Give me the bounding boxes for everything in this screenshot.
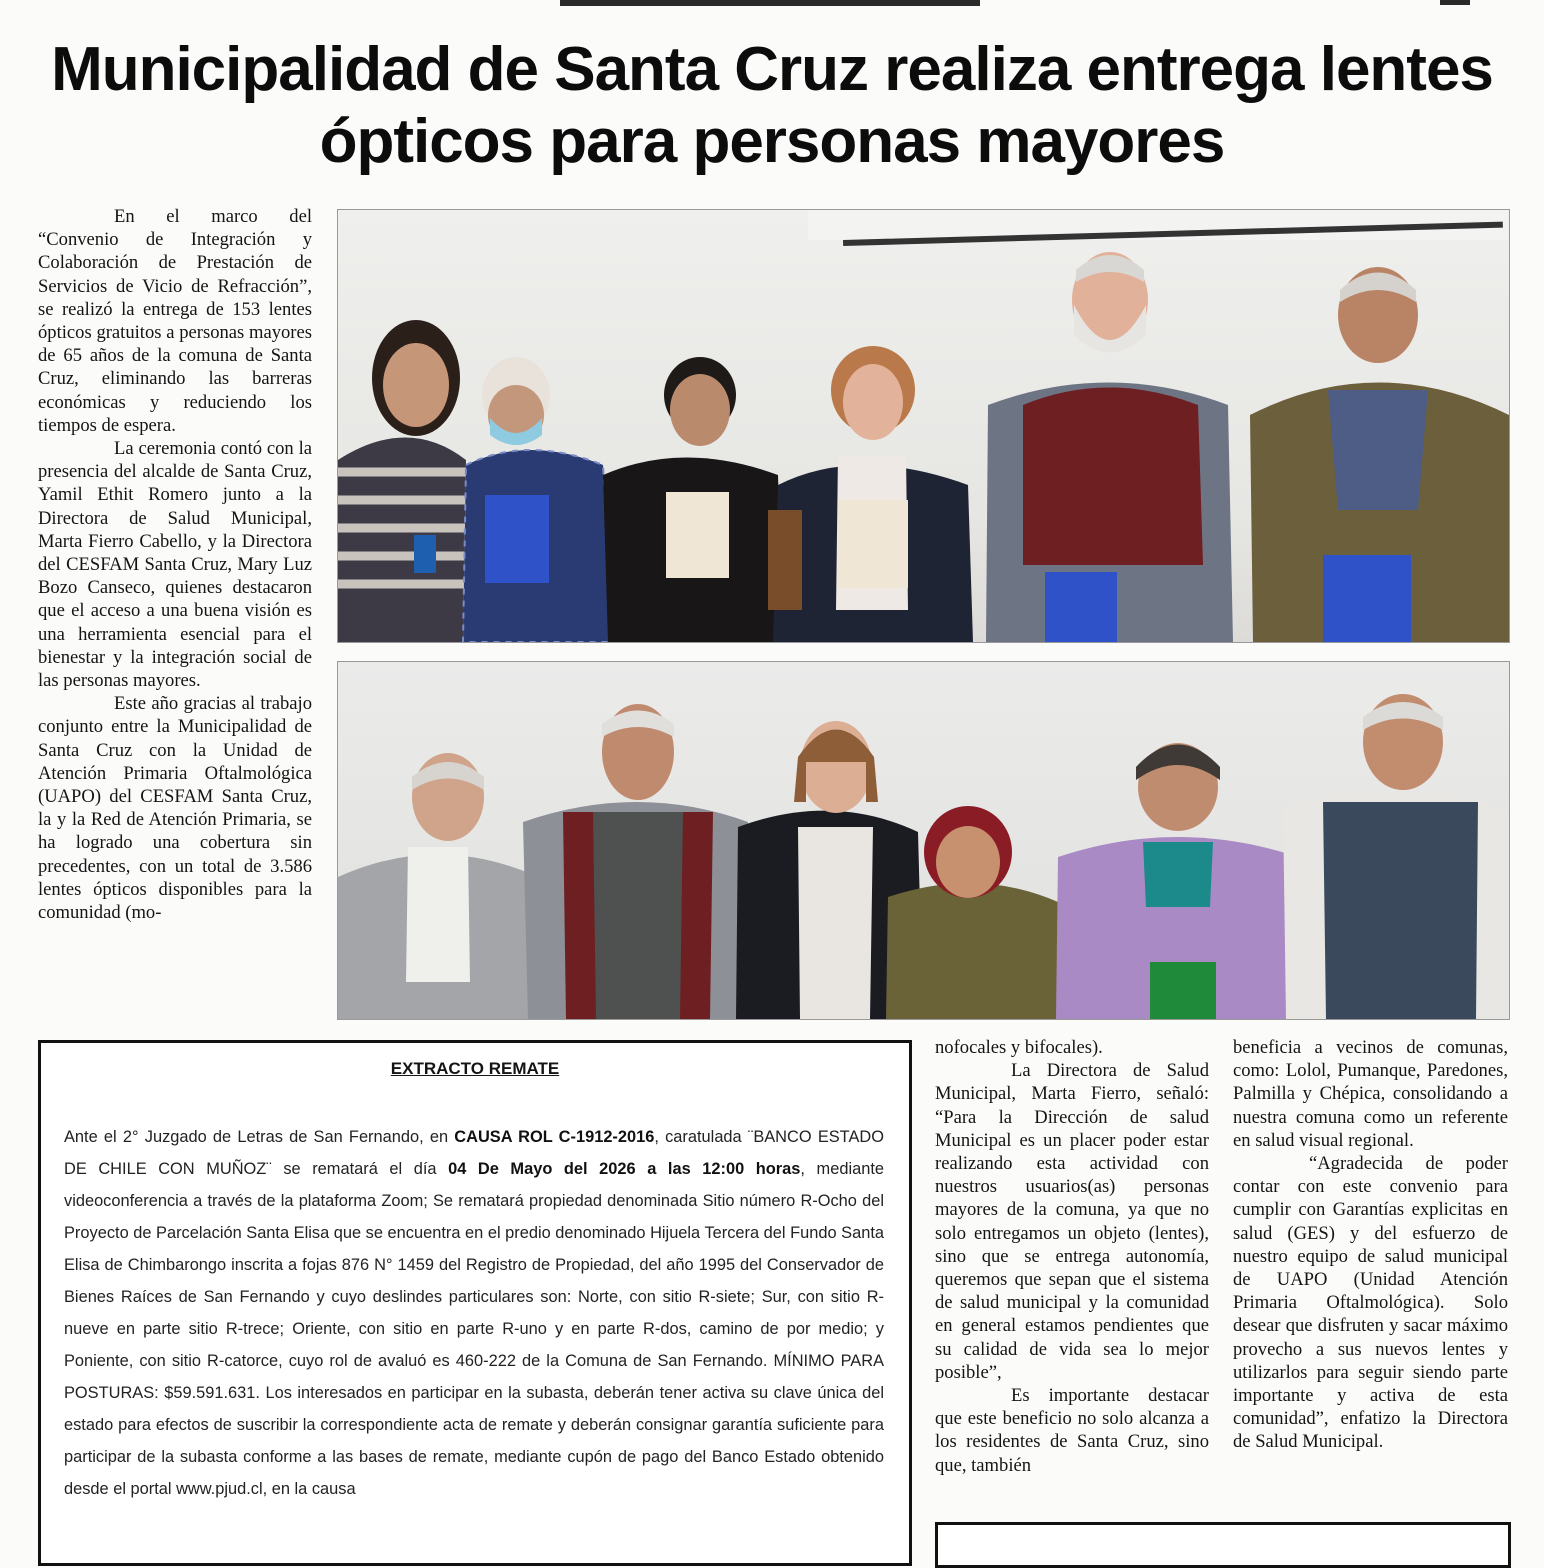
remate-notice-box <box>38 1040 912 1566</box>
masthead-rule <box>560 0 980 6</box>
paragraph: “Agradecida de poder contar con este convenio para cumplir con Garantías explicitas en salud (GES) y del esfuerzo de nuestro equipo de salud municipal de UAPO (Unidad Atención Primaria Oftalmológica). Solo desear que disfruten y sacar máximo provecho a sus nuevos lentes y utilizarlos para seguir siendo parte importante y activa de esta comunidad”, enfatizo la Directora de Salud Municipal. <box>1233 1153 1508 1453</box>
headline: Municipalidad de Santa Cruz realiza entrega lentes ópticos para personas mayores <box>51 35 1493 176</box>
person-5 <box>986 252 1233 642</box>
paragraph: En el marco del “Convenio de Integración y Colaboración de Prestación de Servicios de Vicio de Refracción”, se realizó la entrega de 153 lentes ópticos gratuitos a personas mayores de 65 años de la comuna de Santa Cruz, eliminando las barreras económicas y reduciendo los tiempos de espera. <box>38 206 312 436</box>
person-4 <box>768 346 973 642</box>
paragraph: Este año gracias al trabajo conjunto entre la Municipalidad de Santa Cruz con la Unidad de Atención Primaria Oftalmológica (UAPO) del CESFAM Santa Cruz, la y la Red de Atención Primaria, se ha logrado una cobertura sin precedentes, con un total de 3.586 lentes ópticos disponibles para la comunidad (mo- <box>38 693 312 924</box>
person-8 <box>523 704 748 1019</box>
person-7 <box>338 753 546 1019</box>
next-notice-box <box>935 1522 1511 1568</box>
paragraph: beneficia a vecinos de comunas, como: Lolol, Pumanque, Paredones, Palmilla y Chépica, consolidando a nuestra comuna como un referente en salud visual regional. <box>1233 1037 1508 1151</box>
paragraph: La ceremonia contó con la presencia del alcalde de Santa Cruz, Yamil Ethit Romero junto a la Directora de Salud Municipal, Marta Fierro Cabello, y la Directora del CESFAM Santa Cruz, Mary Luz Bozo Canseco, quienes destacaron que el acceso a una buena visión es una herramienta esencial para el bienestar y la integración social de las personas mayores. <box>38 438 312 692</box>
paragraph: nofocales y bifocales). <box>935 1037 1103 1058</box>
paragraph: Es importante destacar que este beneficio no solo alcanza a los residentes de Santa Cruz, sino que, también <box>935 1385 1209 1476</box>
remate-causa: CAUSA ROL C-1912-2016 <box>454 1128 655 1146</box>
article-column-right <box>1233 1036 1508 1454</box>
photo-group-top <box>337 209 1510 643</box>
person-11 <box>1056 743 1303 1019</box>
masthead-rule-right <box>1440 0 1470 5</box>
remate-text: , caratulada ¨BANCO ESTADO DE CHILE CON MUÑOZ¨ se rematará el día <box>64 1128 884 1178</box>
paragraph: La Directora de Salud Municipal, Marta Fierro, señaló: “Para la Dirección de salud Municipal es un placer poder estar realizando esta actividad con nuestros usuarios(as) personas mayores de la comuna, ya que no solo entregamos un objeto (lentes), sino que se entrega autonomía, queremos que sepan que el sistema de salud municipal y la comunidad en general estamos pendientes que su calidad de vida sea lo mejor posible”, <box>935 1060 1209 1383</box>
person-3 <box>603 357 783 642</box>
article-column-left <box>38 205 312 924</box>
remate-fecha: 04 De Mayo del 2026 a las 12:00 horas <box>448 1160 801 1178</box>
article-column-middle <box>935 1036 1209 1477</box>
photo-group-bottom <box>337 661 1510 1020</box>
person-1 <box>338 320 466 642</box>
person-6 <box>1250 267 1509 642</box>
remate-text: Ante el 2° Juzgado de Letras de San Fernando, en <box>64 1128 455 1146</box>
remate-text: , mediante videoconferencia a través de la plataforma Zoom; Se rematará propiedad denominada Sitio número R-Ocho del Proyecto de Parcelación Santa Elisa que se encuentra en el predio denominado Hijuela Tercera del Fundo Santa Elisa de Chimbarongo inscrita a fojas 876 N° 1459 del Registro de Propiedad, del año 1995 del Conservador de Bienes Raíces de San Fernando y cuyo deslindes particulares son: Norte, con sitio R-siete; Sur, con sitio R-nueve en parte sitio R-trece; Oriente, con sitio en parte R-uno y en parte R-dos, camino de por medio; y Poniente, con sitio R-catorce, cuyo rol de avaluó es 460-222 de la Comuna de San Fernando. MÍNIMO PARA POSTURAS: $59.591.631. Los interesados en participar en la subasta, deberán tener activa su clave única del estado para efectos de suscribir la correspondiente acta de remate y deberán consignar garantía suficiente para participar de la subasta conforme a las bases de remate, mediante cupón de pago del Banco Estado obtenido desde el portal www.pjud.cl, en la causa <box>64 1160 884 1498</box>
person-12 <box>1283 694 1509 1019</box>
person-2 <box>463 357 613 642</box>
photo-top-illustration <box>338 210 1509 642</box>
remate-body <box>64 1121 884 1505</box>
remate-title: EXTRACTO REMATE <box>390 1059 560 1078</box>
photo-bottom-illustration <box>338 662 1509 1019</box>
